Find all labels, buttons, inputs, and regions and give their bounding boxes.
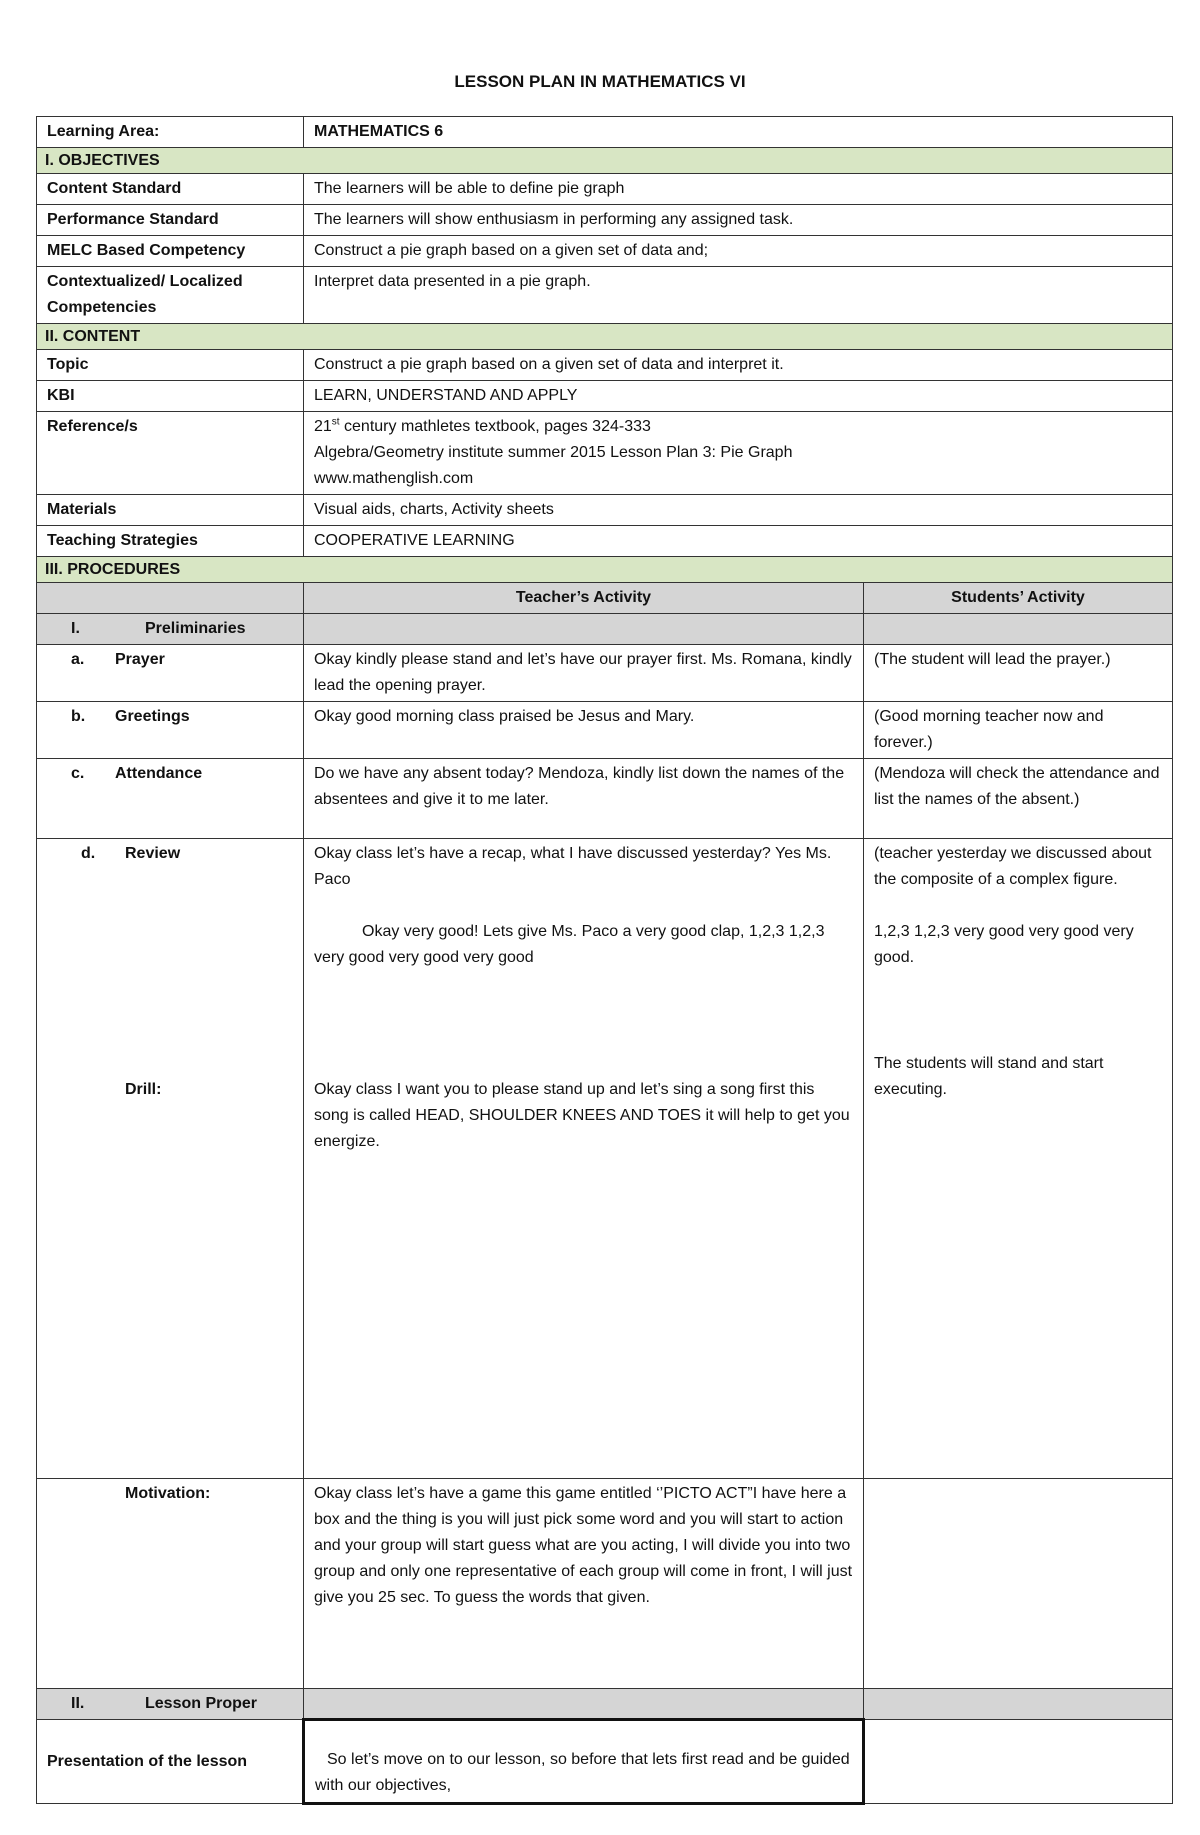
content-standard-row: [37, 174, 1173, 205]
review-teacher-2: Okay very good! Lets give Ms. Paco a very good clap, 1,2,3 1,2,3 very good very good very good: [314, 923, 825, 966]
procedures-heading-row: [37, 557, 1173, 583]
content-heading-row: [37, 324, 1173, 350]
reference-edition-number: 21: [314, 418, 332, 435]
learning-area-label: Learning Area:: [37, 117, 304, 148]
procedures-heading: III. PROCEDURES: [37, 557, 1173, 583]
strategies-value: COOPERATIVE LEARNING: [304, 526, 1173, 557]
lesson-proper-row: [37, 1689, 1173, 1720]
contextualized-value: Interpret data presented in a pie graph.: [304, 267, 1173, 324]
performance-standard-row: [37, 205, 1173, 236]
attendance-num: c.: [71, 765, 85, 782]
activity-columns-blank: [37, 583, 304, 614]
presentation-label: Presentation of the lesson: [37, 1720, 304, 1804]
review-label: Review: [125, 845, 181, 862]
greetings-teacher: Okay good morning class praised be Jesus and Mary.: [304, 702, 864, 759]
reference-textbook: century mathletes textbook, pages 324-333: [339, 418, 651, 435]
learning-area-row: [37, 117, 1173, 148]
review-drill-row: [37, 839, 1173, 1479]
greetings-row: [37, 702, 1173, 759]
review-student-2: 1,2,3 1,2,3 very good very good very good.: [874, 923, 1134, 966]
teacher-activity-header: Teacher’s Activity: [304, 583, 864, 614]
review-drill-cell: [37, 839, 304, 1479]
lesson-plan-table: [36, 116, 1173, 1805]
prayer-row: [37, 645, 1173, 702]
objectives-heading-row: [37, 148, 1173, 174]
reference-value: [304, 412, 1173, 495]
drill-label: Drill:: [125, 1081, 162, 1098]
preliminaries-num: I.: [71, 620, 80, 637]
motivation-row: [37, 1479, 1173, 1689]
presentation-student-blank: [864, 1720, 1173, 1804]
contextualized-row: [37, 267, 1173, 324]
topic-label: Topic: [37, 350, 304, 381]
melc-row: [37, 236, 1173, 267]
drill-teacher: Okay class I want you to please stand up and let’s sing a song first this song is called HEAD, SHOULDER KNEES AND TOES it will help to get you energize.: [314, 1081, 850, 1150]
page-title: LESSON PLAN IN MATHEMATICS VI: [454, 72, 746, 91]
performance-standard-label: Performance Standard: [37, 205, 304, 236]
greetings-student: (Good morning teacher now and forever.): [864, 702, 1173, 759]
lesson-proper-student-blank: [864, 1689, 1173, 1720]
learning-area-value: MATHEMATICS 6: [304, 117, 1173, 148]
greetings-num: b.: [71, 708, 86, 725]
motivation-student-blank: [864, 1479, 1173, 1689]
lesson-proper-teacher-blank: [304, 1689, 864, 1720]
attendance-student: (Mendoza will check the attendance and list the names of the absent.): [864, 759, 1173, 839]
kbi-row: [37, 381, 1173, 412]
content-heading: II. CONTENT: [37, 324, 1173, 350]
review-heading: [81, 841, 293, 867]
preliminaries-cell: [37, 614, 304, 645]
review-student-1: (teacher yesterday we discussed about the composite of a complex figure.: [874, 845, 1152, 888]
reference-line-3: www.mathenglish.com: [314, 470, 474, 487]
drill-student: The students will stand and start executing.: [874, 1055, 1104, 1098]
materials-value: Visual aids, charts, Activity sheets: [304, 495, 1173, 526]
preliminaries-row: [37, 614, 1173, 645]
greetings-cell: [37, 702, 304, 759]
presentation-row: [37, 1720, 1173, 1804]
content-standard-value: The learners will be able to define pie graph: [304, 174, 1173, 205]
student-activity-header: Students’ Activity: [864, 583, 1173, 614]
presentation-teacher: So let’s move on to our lesson, so before that lets first read and be guided with our objectives,: [304, 1720, 864, 1804]
review-drill-student: [864, 839, 1173, 1479]
preliminaries-student-blank: [864, 614, 1173, 645]
reference-row: [37, 412, 1173, 495]
attendance-teacher: Do we have any absent today? Mendoza, kindly list down the names of the absentees and give it to me later.: [304, 759, 864, 839]
prayer-cell: [37, 645, 304, 702]
melc-label: MELC Based Competency: [37, 236, 304, 267]
attendance-row: [37, 759, 1173, 839]
kbi-label: KBI: [37, 381, 304, 412]
greetings-label: Greetings: [115, 708, 190, 725]
reference-edition-suffix: st: [331, 416, 340, 428]
preliminaries-teacher-blank: [304, 614, 864, 645]
materials-row: [37, 495, 1173, 526]
strategies-row: [37, 526, 1173, 557]
motivation-label: Motivation:: [37, 1479, 304, 1689]
review-drill-teacher: [304, 839, 864, 1479]
attendance-cell: [37, 759, 304, 839]
reference-line-1: [314, 414, 1162, 440]
attendance-label: Attendance: [115, 765, 203, 782]
preliminaries-label: Preliminaries: [145, 620, 246, 637]
lesson-proper-num: II.: [71, 1695, 85, 1712]
performance-standard-value: The learners will show enthusiasm in performing any assigned task.: [304, 205, 1173, 236]
topic-value: Construct a pie graph based on a given set of data and interpret it.: [304, 350, 1173, 381]
topic-row: [37, 350, 1173, 381]
materials-label: Materials: [37, 495, 304, 526]
objectives-heading: I. OBJECTIVES: [37, 148, 1173, 174]
prayer-teacher: Okay kindly please stand and let’s have our prayer first. Ms. Romana, kindly lead the opening prayer.: [304, 645, 864, 702]
activity-columns-row: [37, 583, 1173, 614]
review-teacher-1: Okay class let’s have a recap, what I have discussed yesterday? Yes Ms. Paco: [314, 845, 832, 888]
prayer-num: a.: [71, 651, 85, 668]
kbi-value: LEARN, UNDERSTAND AND APPLY: [304, 381, 1173, 412]
melc-value: Construct a pie graph based on a given set of data and;: [304, 236, 1173, 267]
motivation-teacher: Okay class let’s have a game this game entitled ‘’PICTO ACT”I have here a box and the thing is you will just pick some word and you will start to action and your group will start guess what are you acting, I will divide you into two group and only one representative of each group will come in front, I will just give you 25 sec. To guess the words that given.: [304, 1479, 864, 1689]
reference-label: Reference/s: [37, 412, 304, 495]
content-standard-label: Content Standard: [37, 174, 304, 205]
prayer-label: Prayer: [115, 651, 165, 668]
reference-line-2: Algebra/Geometry institute summer 2015 Lesson Plan 3: Pie Graph: [314, 444, 793, 461]
strategies-label: Teaching Strategies: [37, 526, 304, 557]
contextualized-label: Contextualized/ Localized Competencies: [37, 267, 304, 324]
review-num: d.: [81, 845, 96, 862]
lesson-proper-label: Lesson Proper: [145, 1695, 258, 1712]
prayer-student: (The student will lead the prayer.): [864, 645, 1173, 702]
lesson-proper-cell: [37, 1689, 304, 1720]
